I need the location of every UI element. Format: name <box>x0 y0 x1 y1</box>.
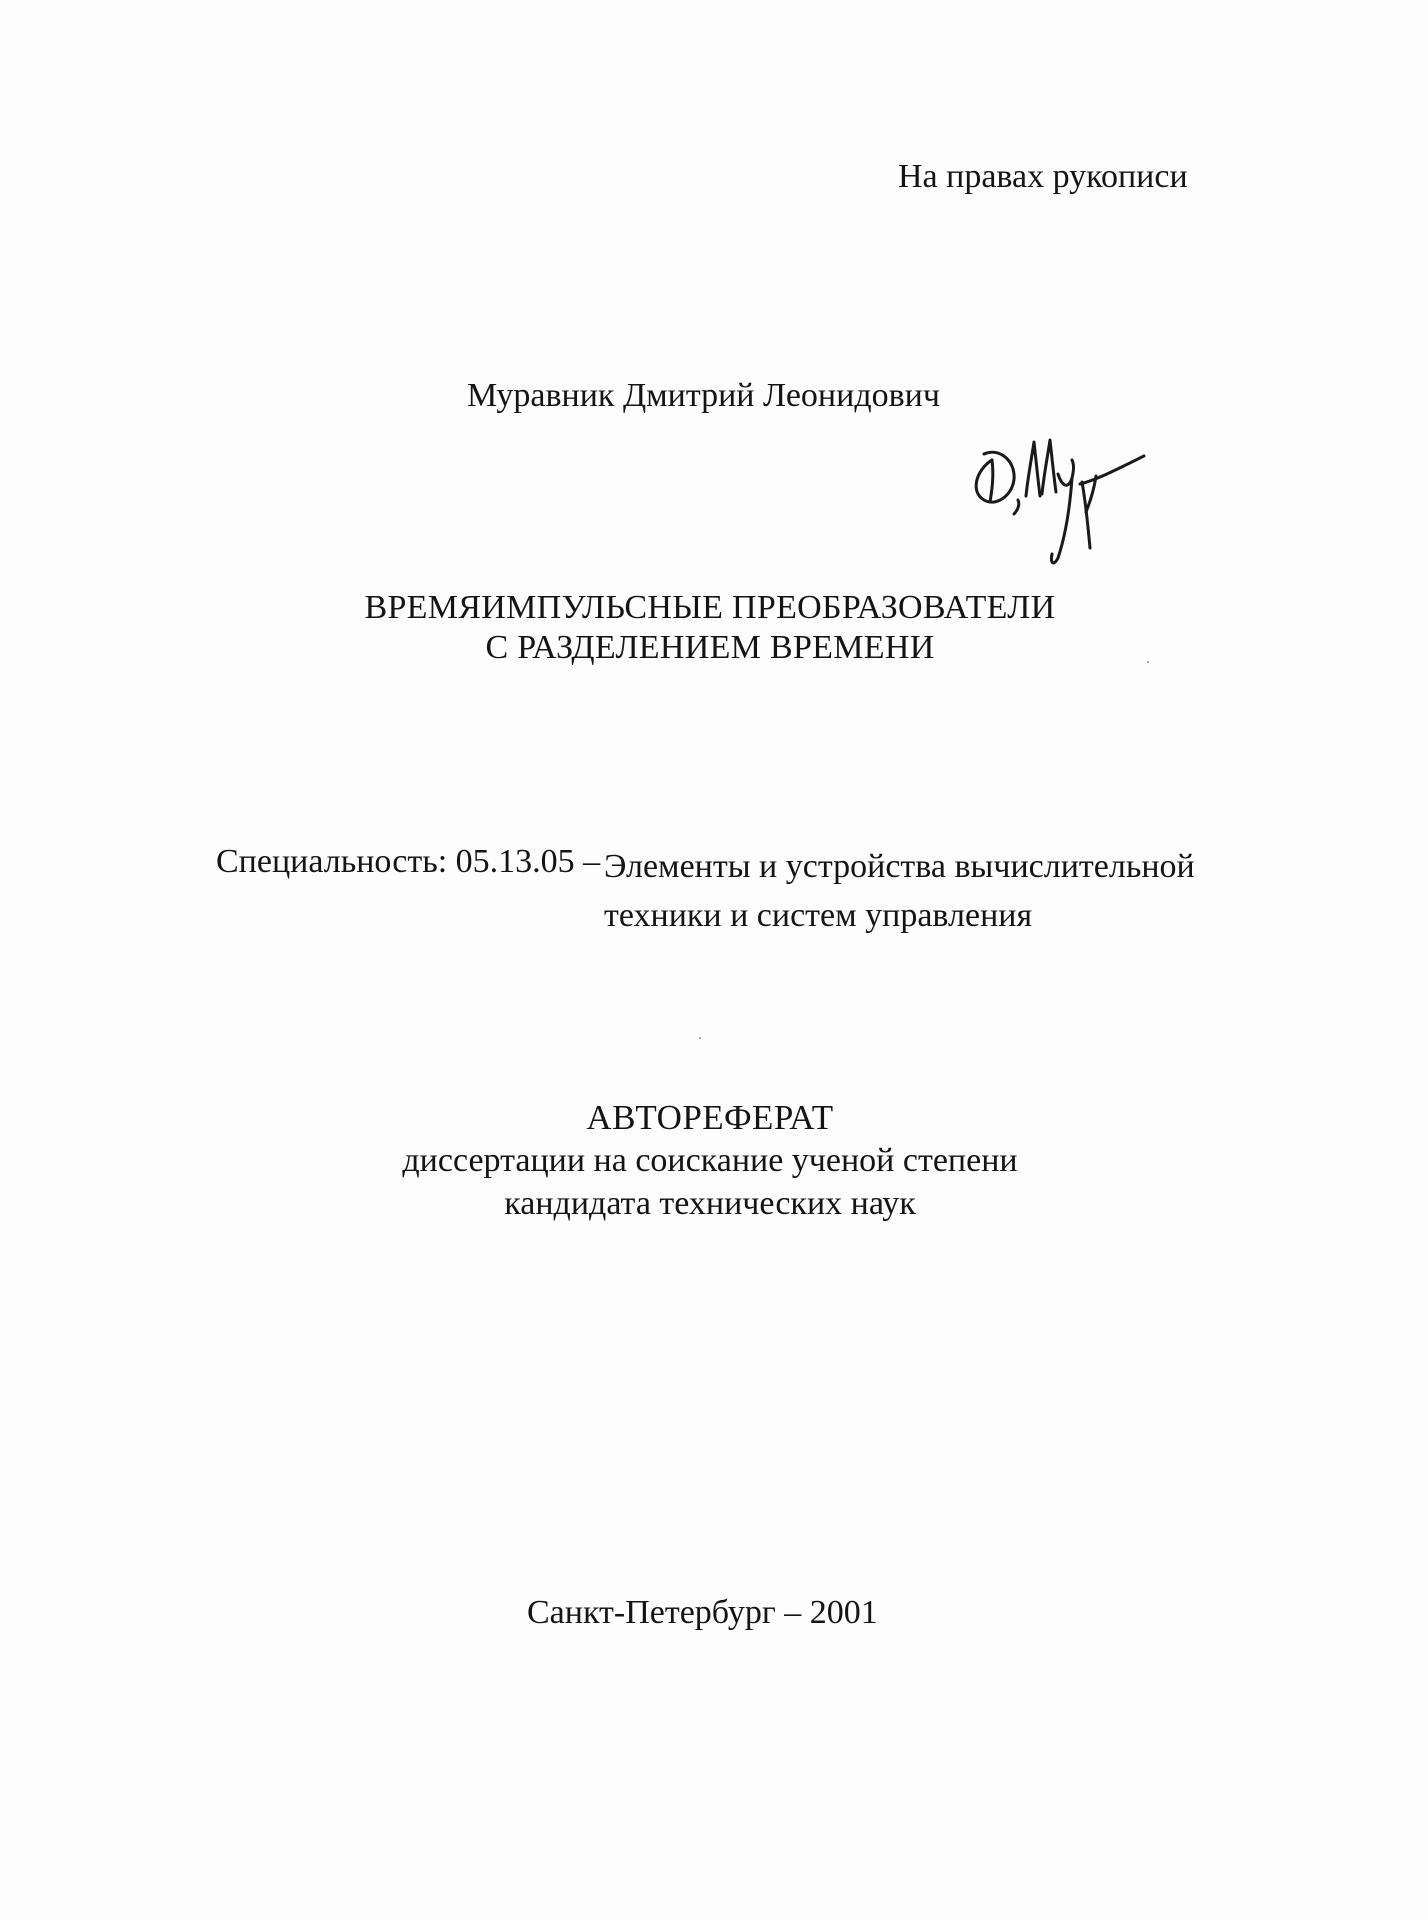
scan-speck <box>1147 661 1149 663</box>
author-name: Муравник Дмитрий Леонидович <box>467 377 940 414</box>
abstract-line-2: кандидата технических наук <box>504 1185 916 1222</box>
specialty-line-2: техники и систем управления <box>604 897 1033 934</box>
manuscript-note: На правах рукописи <box>898 158 1188 195</box>
specialty-label: Специальность: 05.13.05 – <box>216 843 601 880</box>
specialty-description <box>604 842 1195 940</box>
dissertation-title <box>300 588 1120 668</box>
title-line-2: С РАЗДЕЛЕНИЕМ ВРЕМЕНИ <box>485 629 935 666</box>
specialty-line-1: Элементы и устройства вычислительной <box>604 848 1195 885</box>
abstract-heading: АВТОРЕФЕРАТ <box>586 1098 834 1137</box>
abstract-line-1: диссертации на соискание ученой степени <box>402 1142 1018 1179</box>
city-year: Санкт-Петербург – 2001 <box>527 1594 878 1631</box>
abstract-block <box>300 1096 1120 1225</box>
title-line-1: ВРЕМЯИМПУЛЬСНЫЕ ПРЕОБРАЗОВАТЕЛИ <box>364 589 1056 626</box>
scan-speck <box>699 1037 701 1039</box>
author-signature <box>962 430 1152 570</box>
